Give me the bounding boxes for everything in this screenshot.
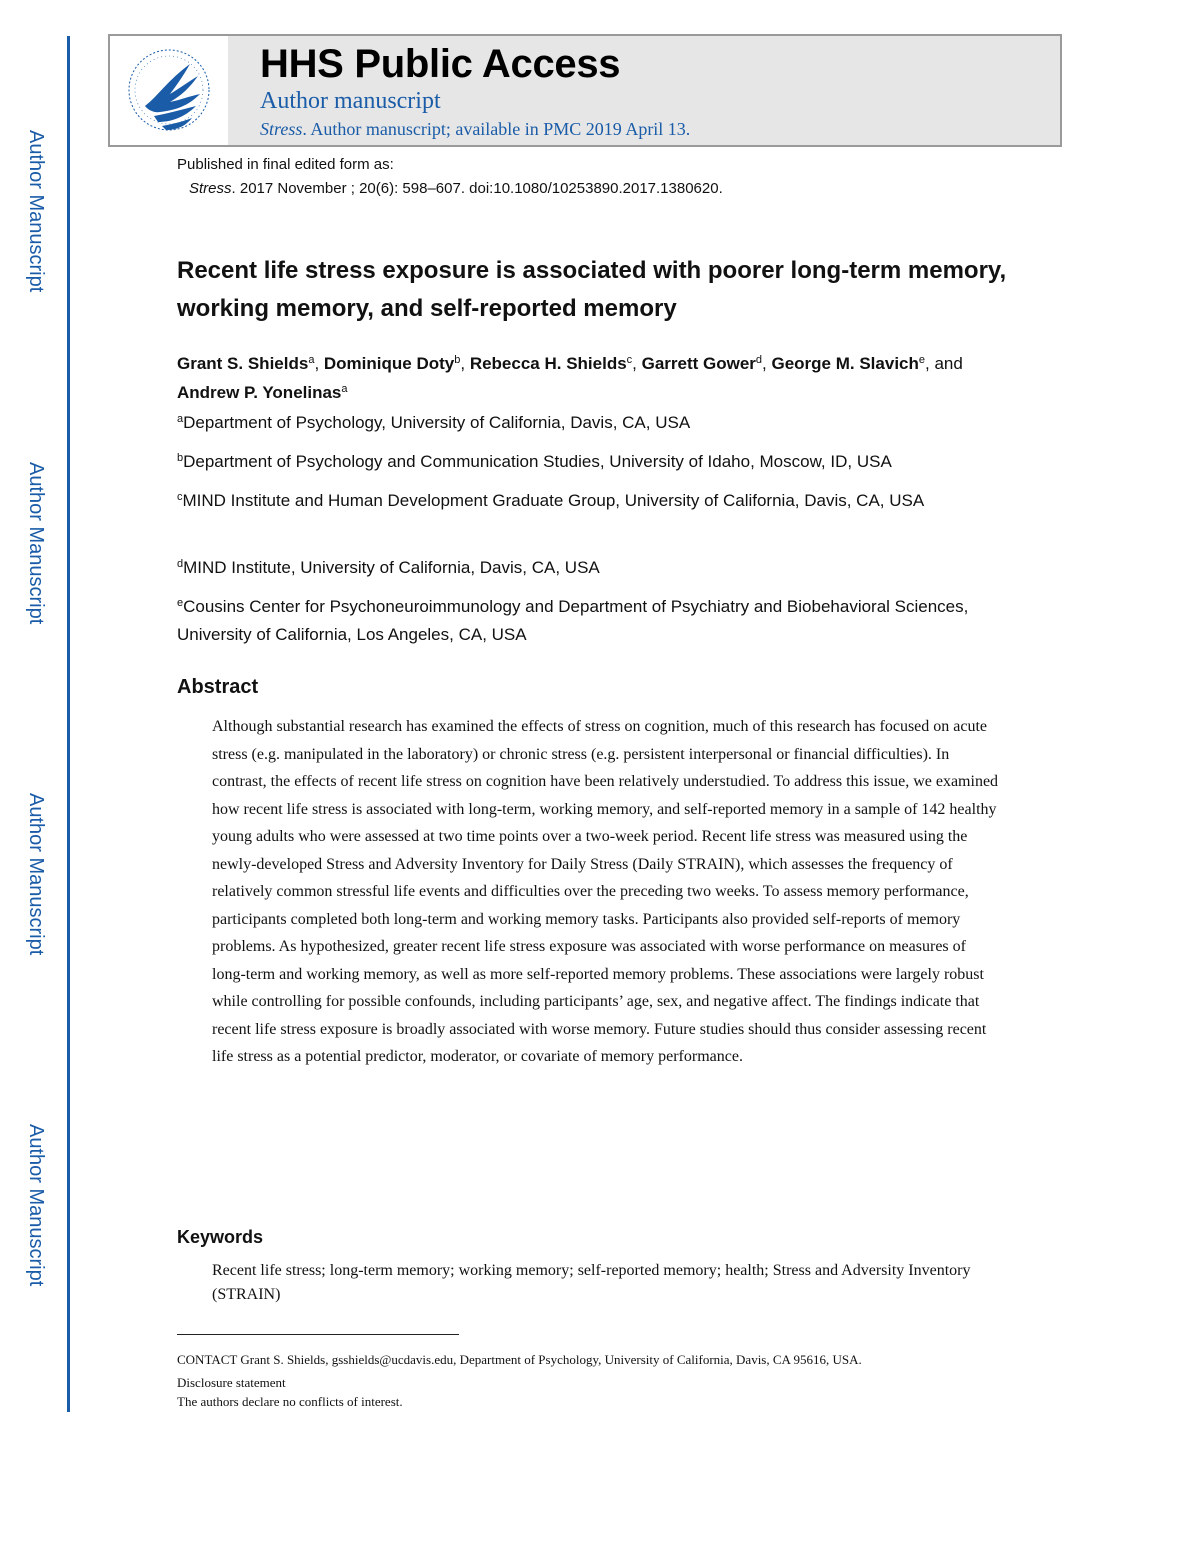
citation-journal: Stress: [189, 180, 232, 197]
abstract-text: Although substantial research has examined the effects of stress on cognition, much of this research has focused on acute stress (e.g. manipulated in the laboratory) or chronic stress (e.g. persistent interpersonal or financial difficulties). In contrast, the effects of recent life stress on cognition have been relatively understudied. To address this issue, we examined how recent life stress is associated with long-term, working memory, and self-reported memory in a sample of 142 healthy young adults who were assessed at two time points over a two-week period. Recent life stress was measured using the newly-developed Stress and Adversity Inventory for Daily Stress (Daily STRAIN), which assesses the frequency of relatively common stressful life events and difficulties over the preceding two weeks. To assess memory performance, participants completed both long-term and working memory tasks. Participants also provided self-reports of memory problems. As hypothesized, greater recent life stress exposure was associated with worse performance on measures of long-term and working memory, as well as more self-reported memory problems. These associations were largely robust while controlling for possible confounds, including participants’ age, sex, and negative affect. The findings indicate that recent life stress exposure is broadly associated with worse memory. Future studies should thus consider assessing recent life stress as a potential predictor, moderator, or covariate of memory performance.: [212, 718, 999, 1065]
affiliation-b: $^b$Department of Psychology and Communication Studies, University of Idaho, Moscow, ID, USA: [177, 452, 892, 471]
banner-subtitle: Author manuscript: [260, 88, 441, 114]
author-name: George M. Slavich: [771, 354, 919, 373]
hhs-banner: [108, 34, 1062, 147]
affiliation-e: $^e$Cousins Center for Psychoneuroimmunology and Department of Psychiatry and Biobehavioral Sciences, University of California, Los Angeles, CA, USA: [177, 597, 969, 644]
affiliation-c: $^c$MIND Institute and Human Development Graduate Group, University of California, Davis, CA, USA: [177, 491, 925, 510]
side-rule: [67, 36, 70, 1412]
logo-box: [110, 36, 228, 145]
author-name: Rebecca H. Shields: [469, 354, 627, 373]
article-title: Recent life stress exposure is associated with poorer long-term memory, working memory, and self-reported memory: [177, 257, 1007, 322]
author-list: Grant S. Shields$^a$, Dominique Doty$^b$, Rebecca H. Shields$^c$, Garrett Gower$^d$, George M. Slavich$^e$, and Andrew P. Yonelinas$^a$: [177, 354, 963, 402]
contact-footnote: CONTACT Grant S. Shields, gsshields@ucdavis.edu, Department of Psychology, University of California, Davis, CA 95616, USA.: [177, 1352, 862, 1367]
footnote-rule: [177, 1334, 459, 1335]
author-name: Grant S. Shields: [177, 354, 309, 373]
keywords-text: Recent life stress; long-term memory; working memory; self-reported memory; health; Stress and Adversity Inventory (STRAIN): [212, 1262, 971, 1303]
banner-journal: Stress: [260, 119, 303, 139]
author-sup: e: [918, 354, 926, 366]
author-sup: b: [454, 354, 461, 366]
affiliation-d: $^d$MIND Institute, University of California, Davis, CA, USA: [177, 558, 600, 577]
author-sup: a: [341, 383, 348, 395]
author-name: Andrew P. Yonelinas: [177, 383, 342, 402]
keywords-heading: Keywords: [177, 1227, 264, 1247]
author-name: Garrett Gower: [641, 354, 756, 373]
banner-availability-text: . Author manuscript; available in PMC 2019 April 13.: [302, 119, 691, 139]
author-name: Dominique Doty: [323, 354, 455, 373]
abstract-heading: Abstract: [177, 676, 259, 698]
citation-text: . 2017 November ; 20(6): 598–607. doi:10.1080/10253890.2017.1380620.: [231, 180, 723, 197]
hhs-eagle-seal-icon: [110, 36, 228, 145]
author-sup: c: [626, 354, 633, 366]
banner-availability: [260, 119, 690, 140]
author-sup: a: [308, 354, 315, 366]
published-citation: [189, 180, 723, 197]
disclosure-text: The authors declare no conflicts of interest.: [177, 1394, 403, 1409]
author-sup: d: [755, 354, 763, 366]
disclosure-heading: Disclosure statement: [177, 1375, 286, 1390]
affiliation-a: $^a$Department of Psychology, University of California, Davis, CA, USA: [177, 413, 691, 432]
published-label: Published in final edited form as:: [177, 156, 394, 173]
banner-title: HHS Public Access: [260, 42, 621, 86]
